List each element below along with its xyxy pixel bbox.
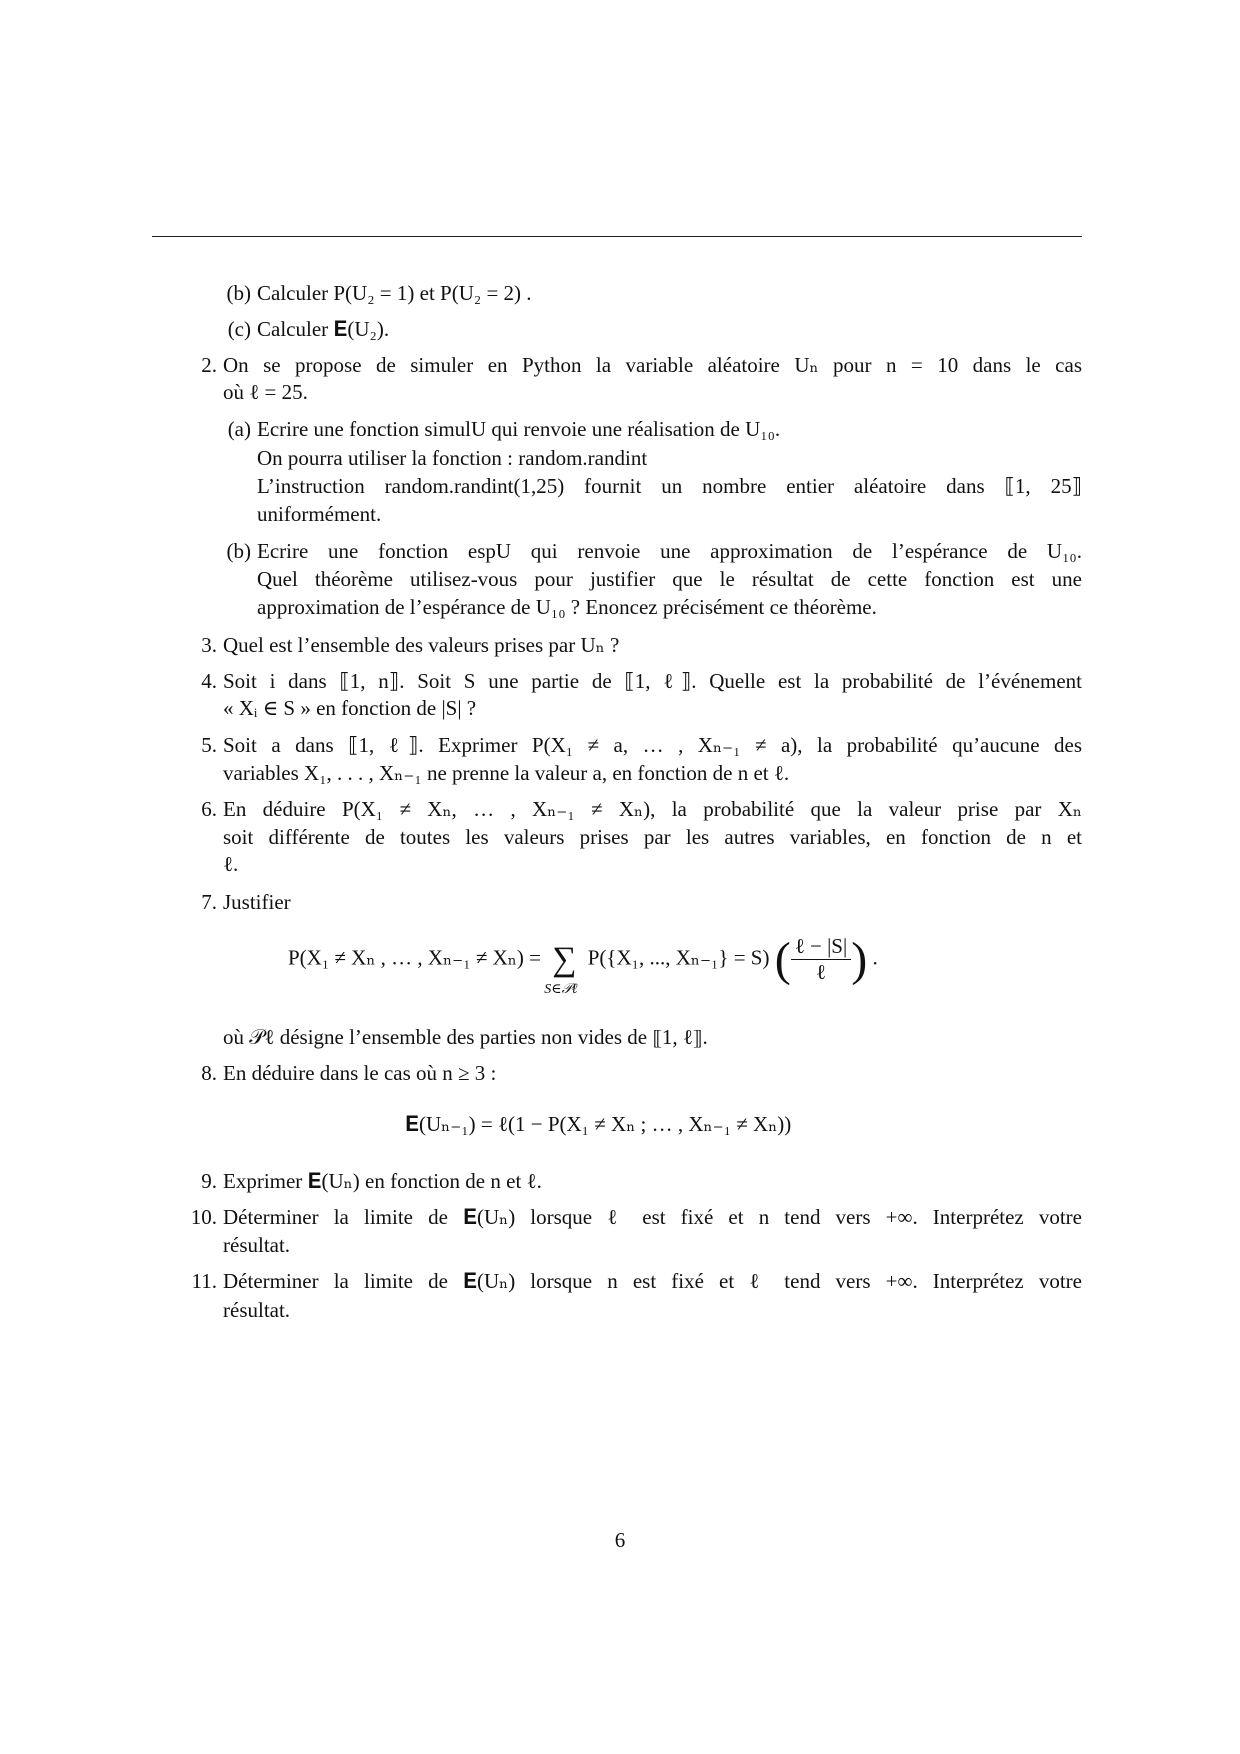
item-number: 2. [201, 353, 217, 377]
item-text-line: Calculer P(U₂ = 1) et P(U₂ = 2) . [257, 281, 532, 305]
item-text-line: approximation de l’espérance de U₁₀ ? Enoncez précisément ce théorème. [257, 595, 877, 619]
item-number: (b) [226, 539, 251, 563]
item-number: 5. [201, 733, 217, 757]
item-number: 6. [201, 797, 217, 821]
fraction-numerator: ℓ − |S| [791, 934, 852, 960]
item-number: 3. [201, 633, 217, 657]
item-text-line: Calculer 𝐄(U₂). [257, 317, 390, 341]
item-number: 9. [201, 1169, 217, 1193]
item-number: 7. [201, 890, 217, 914]
eq7-left: P(X₁ ≠ Xₙ , … , Xₙ₋₁ ≠ Xₙ) = [288, 945, 541, 970]
item-text-line: L’instruction random.randint(1,25) fournit un nombre entier aléatoire dans ⟦1, 25⟧ [257, 474, 1082, 498]
item-number: (b) [226, 281, 251, 305]
item-text-line: Exprimer 𝐄(Uₙ) en fonction de n et ℓ. [223, 1169, 542, 1193]
equation-8: 𝐄(Uₙ₋₁) = ℓ(1 − P(X₁ ≠ Xₙ ; … , Xₙ₋₁ ≠ Xₙ)) [405, 1112, 792, 1136]
item-text-line: variables X₁, . . . , Xₙ₋₁ ne prenne la valeur a, en fonction de n et ℓ. [223, 761, 790, 785]
fraction [791, 934, 852, 985]
item-text-line: Soit a dans ⟦1, ℓ⟧. Exprimer P(X₁ ≠ a, … , Xₙ₋₁ ≠ a), la probabilité qu’aucune des [223, 733, 1082, 757]
item-text-line: uniformément. [257, 502, 382, 526]
fraction-denominator: ℓ [815, 960, 826, 984]
sum-index: S∈𝒫ℓ [544, 981, 578, 997]
item-text-line: Quel est l’ensemble des valeurs prises par Uₙ ? [223, 633, 620, 657]
item-text-line: où 𝒫ℓ désigne l’ensemble des parties non vides de ⟦1, ℓ⟧. [223, 1025, 708, 1049]
page-number: 6 [614, 1528, 626, 1552]
item-text-line: Ecrire une fonction simulU qui renvoie une réalisation de U₁₀. [257, 417, 781, 441]
item-text-line: Justifier [223, 890, 291, 914]
equation-7: P(X₁ ≠ Xₙ , … , Xₙ₋₁ ≠ Xₙ) = ∑ S∈𝒫ℓ P({X₁, ..., Xₙ₋₁} = S) ( $\frac{\text{ℓ − |S|}}{\text{ℓ}}$ ) . [288, 933, 878, 997]
item-number: 4. [201, 669, 217, 693]
sum-symbol: ∑ S∈𝒫ℓ [544, 940, 578, 997]
item-text-line: En déduire P(X₁ ≠ Xₙ, … , Xₙ₋₁ ≠ Xₙ), la probabilité que la valeur prise par Xₙ [223, 797, 1082, 821]
item-text-line: résultat. [223, 1298, 291, 1322]
item-text-line: Ecrire une fonction espU qui renvoie une approximation de l’espérance de U₁₀. [257, 539, 1082, 563]
item-text-line: On se propose de simuler en Python la variable aléatoire Uₙ pour n = 10 dans le cas [223, 353, 1082, 377]
item-text-line: Quel théorème utilisez-vous pour justifier que le résultat de cette fonction est une [257, 567, 1082, 591]
item-number: (a) [227, 417, 251, 441]
item-text-line: « Xᵢ ∈ S » en fonction de |S| ? [223, 696, 477, 720]
item-text-line: Déterminer la limite de 𝐄(Uₙ) lorsque n est fixé et ℓ tend vers +∞. Interprétez votre [223, 1269, 1082, 1293]
item-text-line: résultat. [223, 1233, 291, 1257]
item-number: 11. [191, 1269, 217, 1293]
item-text-line: Déterminer la limite de 𝐄(Uₙ) lorsque ℓ est fixé et n tend vers +∞. Interprétez votre [223, 1205, 1082, 1229]
item-text-line: soit différente de toutes les valeurs prises par les autres variables, en fonction de n et [223, 825, 1082, 849]
eq7-term: P({X₁, ..., Xₙ₋₁} = S) [587, 945, 770, 970]
item-text-line: ℓ. [223, 852, 239, 876]
item-number: 10. [190, 1205, 217, 1229]
item-number: (c) [227, 317, 251, 341]
item-text-line: où ℓ = 25. [223, 380, 308, 404]
item-text-line: En déduire dans le cas où n ≥ 3 : [223, 1061, 497, 1085]
item-text-line: Soit i dans ⟦1, n⟧. Soit S une partie de ⟦1, ℓ⟧. Quelle est la probabilité de l’événement [223, 669, 1082, 693]
item-number: 8. [201, 1061, 217, 1085]
eq7-end: . [872, 945, 878, 970]
header-rule [152, 236, 1082, 237]
item-text-line: On pourra utiliser la fonction : random.randint [257, 446, 648, 470]
